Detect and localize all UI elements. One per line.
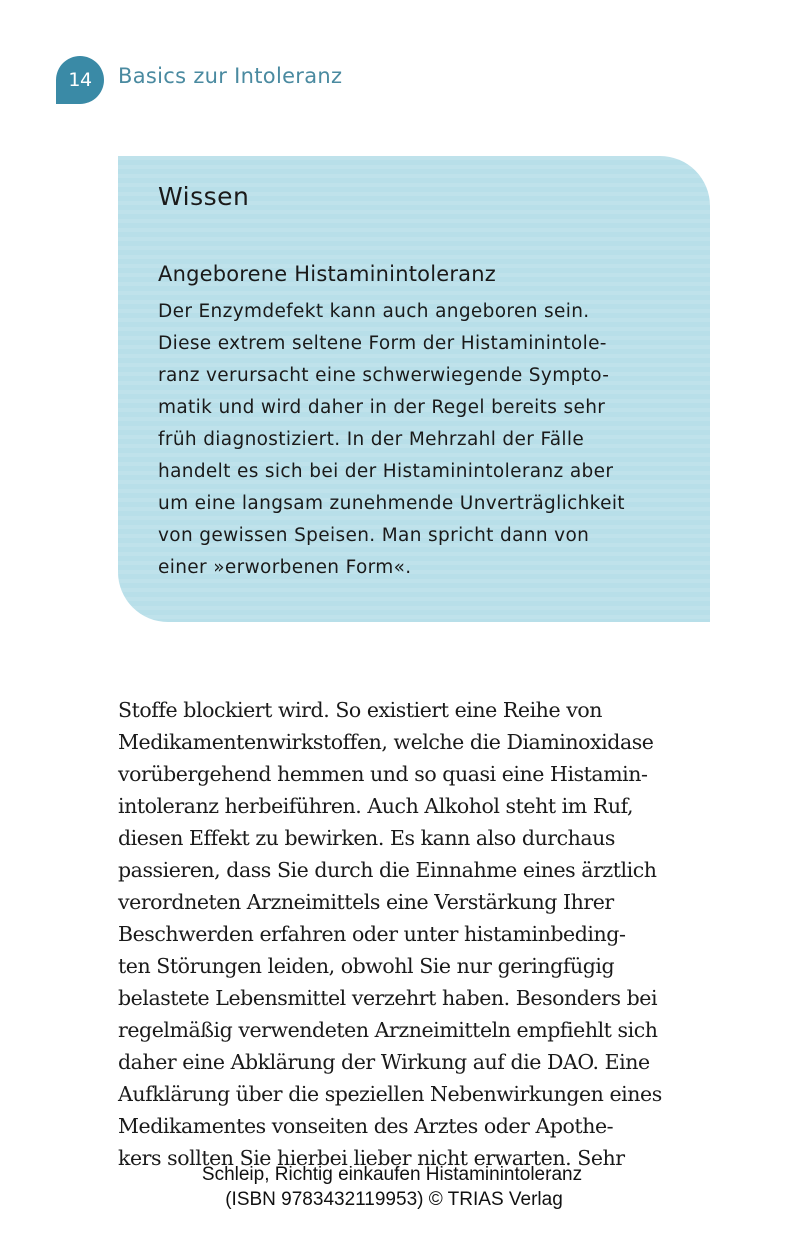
body-line: diesen Effekt zu bewirken. Es kann also durchaus — [118, 826, 615, 850]
body-line: verordneten Arzneimittels eine Verstärkung Ihrer — [118, 890, 614, 914]
info-box-line: um eine langsam zunehmende Unverträglichkeit — [158, 493, 625, 514]
info-box-line: ranz verursacht eine schwerwiegende Sympto- — [158, 365, 610, 386]
body-line: kers sollten Sie hierbei lieber nicht erwarten. Sehr — [118, 1146, 625, 1170]
info-box-line: Diese extrem seltene Form der Histaminintole- — [158, 333, 607, 354]
body-line: belastete Lebensmittel verzehrt haben. Besonders bei — [118, 986, 658, 1010]
body-line: intoleranz herbeiführen. Auch Alkohol steht im Ruf, — [118, 794, 634, 818]
body-text — [118, 694, 662, 1174]
info-box-line: von gewissen Speisen. Man spricht dann von — [158, 525, 590, 546]
info-box-line: handelt es sich bei der Histaminintoleranz aber — [158, 461, 614, 482]
info-box-line: Der Enzymdefekt kann auch angeboren sein. — [158, 301, 590, 322]
body-line: Stoffe blockiert wird. So existiert eine Reihe von — [118, 698, 602, 722]
body-line: Beschwerden erfahren oder unter histaminbeding- — [118, 922, 626, 946]
body-line: daher eine Abklärung der Wirkung auf die DAO. Eine — [118, 1050, 650, 1074]
running-head: Basics zur Intoleranz — [118, 64, 343, 88]
body-line: Medikamentes vonseiten des Arztes oder Apothe- — [118, 1114, 614, 1138]
info-box-line: matik und wird daher in der Regel bereits sehr — [158, 397, 606, 418]
body-line: ten Störungen leiden, obwohl Sie nur geringfügig — [118, 954, 615, 978]
body-line: Aufklärung über die speziellen Nebenwirkungen eines — [118, 1082, 662, 1106]
info-box — [118, 156, 710, 622]
info-box-subtitle: Angeborene Histaminintoleranz — [158, 262, 496, 286]
body-line: vorübergehend hemmen und so quasi eine Histamin- — [118, 762, 648, 786]
info-box-line: früh diagnostiziert. In der Mehrzahl der Fälle — [158, 429, 585, 450]
body-line: regelmäßig verwendeten Arzneimitteln empfiehlt sich — [118, 1018, 658, 1042]
body-line: Medikamentenwirkstoffen, welche die Diaminoxidase — [118, 730, 654, 754]
page-number-badge: 14 — [56, 56, 104, 104]
footer-citation-title: Schleip, Richtig einkaufen Histaminintoleranz — [201, 1164, 583, 1185]
body-line: passieren, dass Sie durch die Einnahme eines ärztlich — [118, 858, 657, 882]
info-box-line: einer »erworbenen Form«. — [158, 557, 412, 578]
info-box-text — [158, 296, 625, 584]
info-box-title: Wissen — [158, 182, 250, 211]
footer-citation-isbn: (ISBN 9783432119953) © TRIAS Verlag — [225, 1189, 563, 1210]
